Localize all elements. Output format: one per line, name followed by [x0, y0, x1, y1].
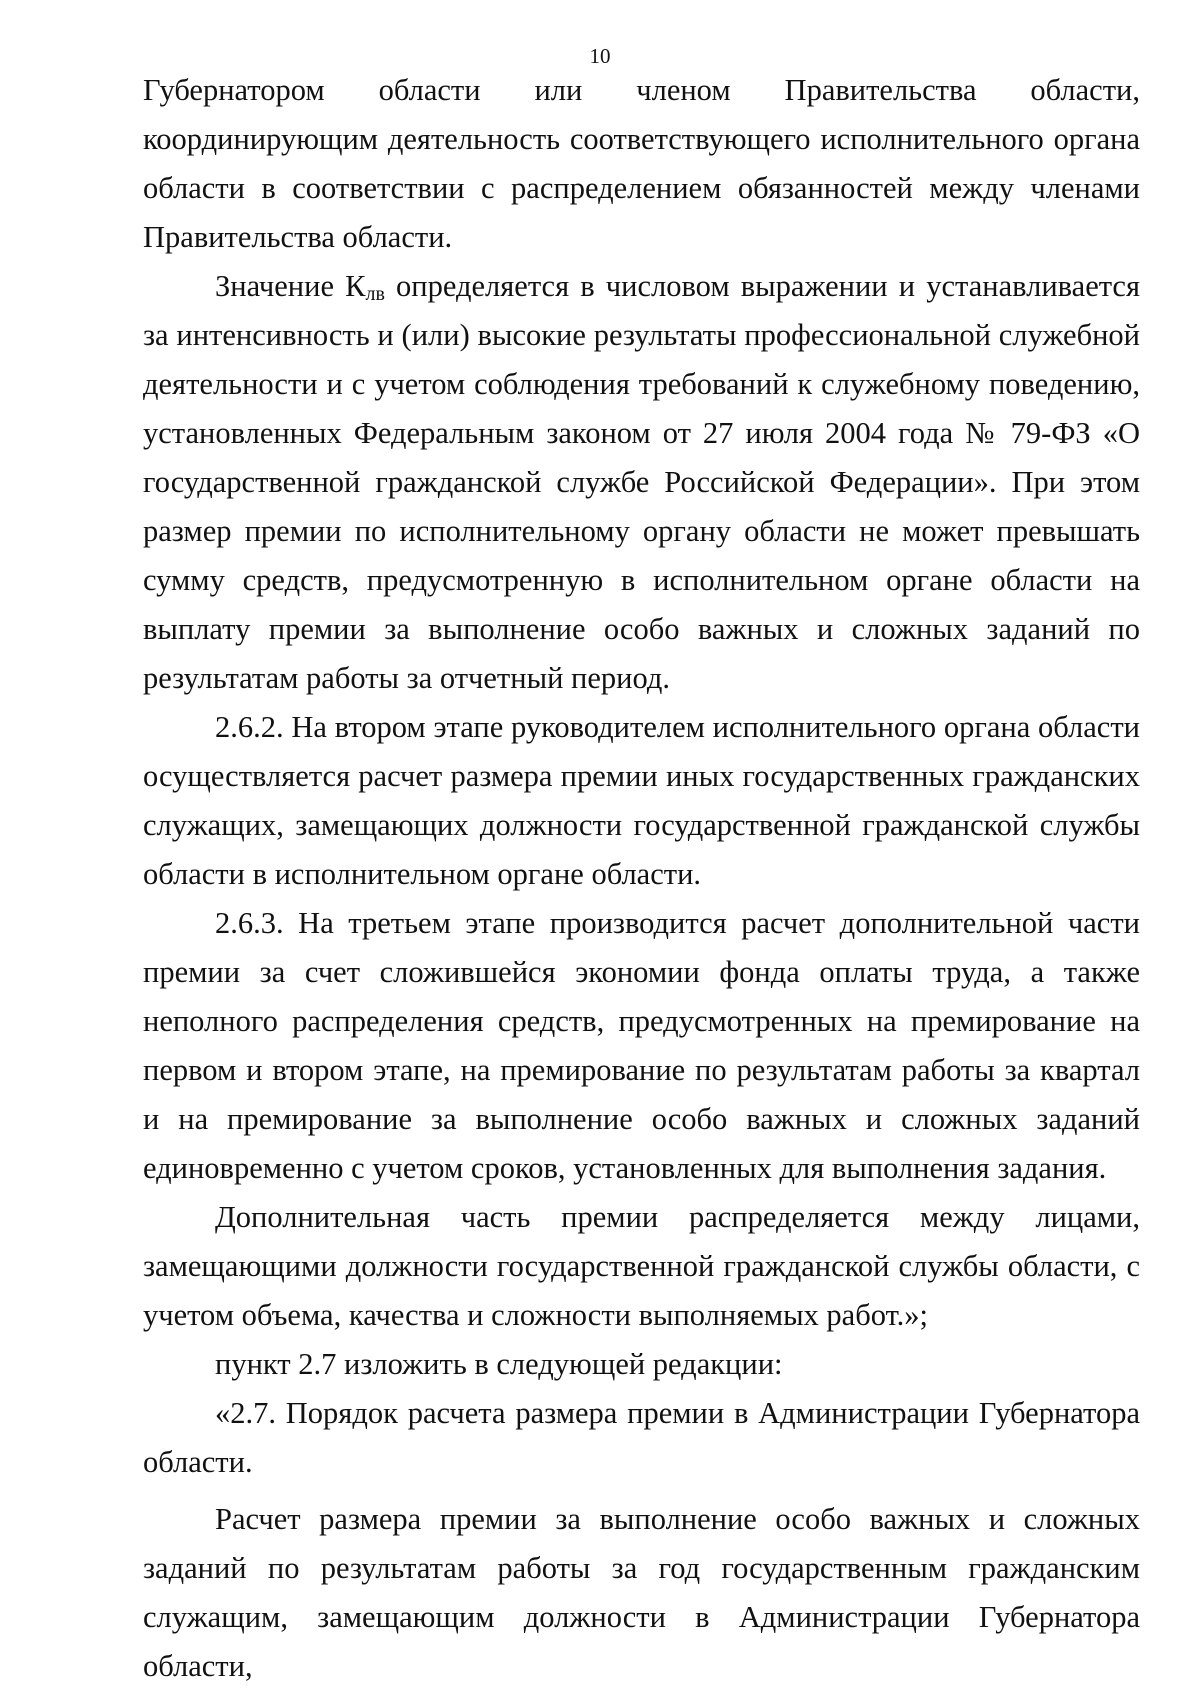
paragraph-klv-post: определяется в числовом выражении и устанавливается за интенсивность и (или) высокие результаты профессиональной служебной деятельности и с учетом соблюдения требований к служебному поведению, установленных Федеральным законом от 27 июля 2004 года № 79-ФЗ «О государственной гражданской службе Российской Федерации». При этом размер премии по исполнительному органу области не может превышать сумму средств, предусмотренную в исполнительном органе области на выплату премии за выполнение особо важных и сложных заданий по результатам работы за отчетный период.: [143, 269, 1140, 695]
paragraph-continuation: Губернатором области или членом Правительства области, координирующим деятельность соответствующего исполнительного органа области в соответствии с распределением обязанностей между членами Правительства области.: [143, 73, 1140, 254]
page-number: 10: [589, 44, 611, 68]
paragraph-2-6-2: 2.6.2. На втором этапе руководителем исполнительного органа области осуществляется расчет размера премии иных государственных гражданских служащих, замещающих должности государственной гражданской службы области в исполнительном органе области.: [143, 710, 1140, 891]
klv-subscript: лв: [365, 283, 385, 305]
paragraph-calculation: Расчет размера премии за выполнение особо важных и сложных заданий по результатам работы за год государственным гражданским служащим, замещающим должности в Администрации Губернатора области,: [143, 1502, 1140, 1683]
paragraph-klv-value: [143, 262, 1140, 703]
paragraph-2-6-3: 2.6.3. На третьем этапе производится расчет дополнительной части премии за счет сложившейся экономии фонда оплаты труда, а также неполного распределения средств, предусмотренных на премирование на первом и втором этапе, на премирование по результатам работы за квартал и на премирование за выполнение особо важных и сложных заданий единовременно с учетом сроков, установленных для выполнения задания.: [143, 906, 1140, 1185]
paragraph-item-2-7-instruction: пункт 2.7 изложить в следующей редакции:: [215, 1347, 783, 1381]
document-body: [143, 66, 1140, 1691]
paragraph-additional-part: Дополнительная часть премии распределяется между лицами, замещающими должности государственной гражданской службы области, с учетом объема, качества и сложности выполняемых работ.»;: [143, 1200, 1140, 1332]
paragraph-2-7-heading: «2.7. Порядок расчета размера премии в Администрации Губернатора области.: [143, 1396, 1140, 1479]
paragraph-spacer: [143, 1487, 1140, 1495]
paragraph-klv-pre: Значение К: [215, 269, 366, 303]
